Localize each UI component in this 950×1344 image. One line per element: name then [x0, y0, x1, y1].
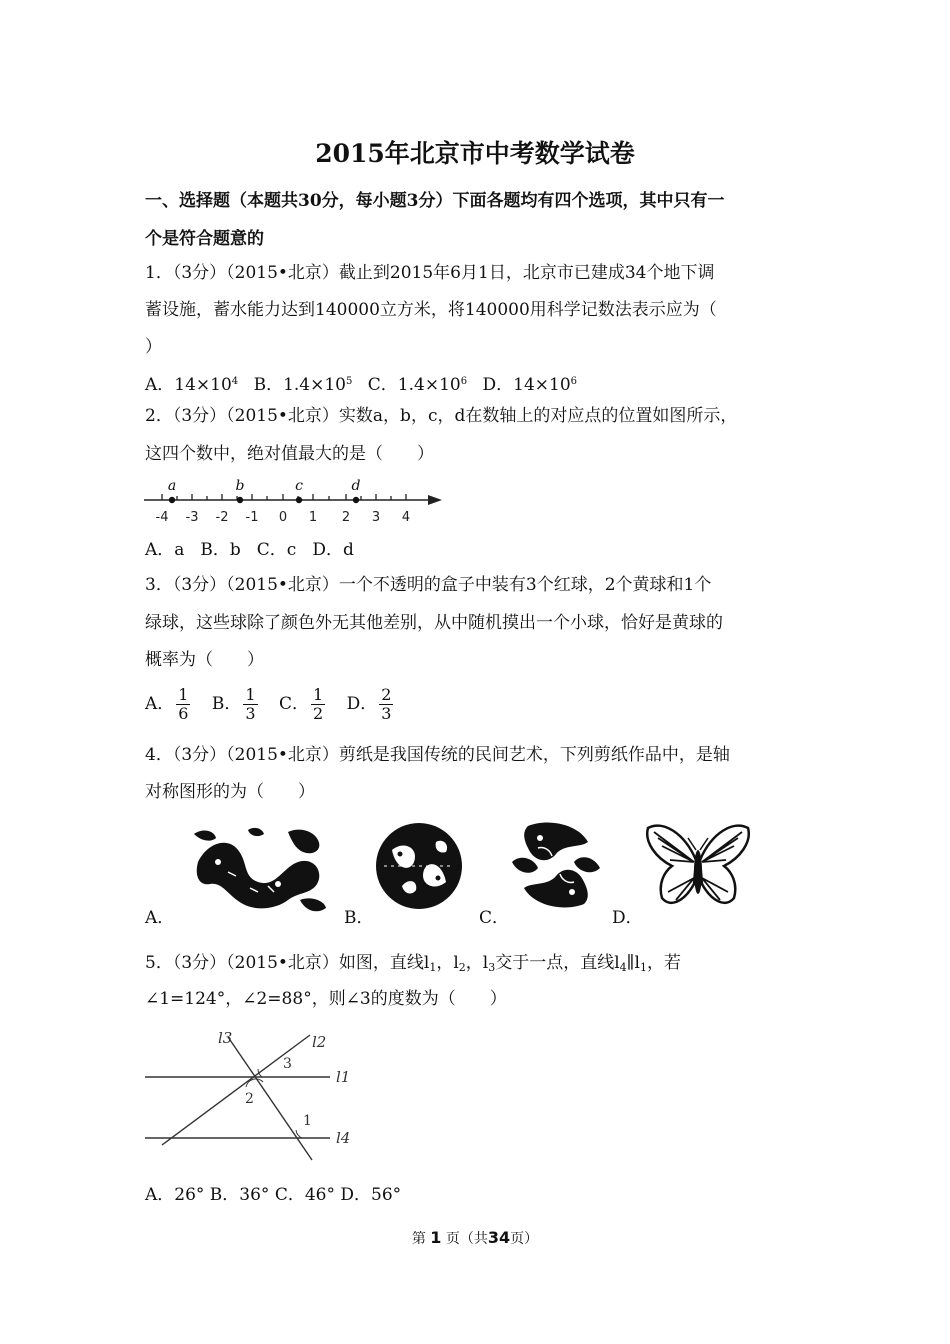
- number-line-figure: [140, 476, 450, 528]
- fish-circle-papercut-image: [374, 820, 464, 912]
- label-l1: l1: [336, 1068, 351, 1086]
- current-page-number: 1: [430, 1228, 442, 1247]
- q3-option-d[interactable]: D． $\frac{2}{3}$: [346, 685, 392, 723]
- number-line-point-label: b: [235, 478, 245, 494]
- q1-options: [145, 372, 587, 395]
- number-line-point-a: [169, 497, 175, 503]
- number-line-tick-label: 4: [401, 510, 411, 525]
- q1-option-d[interactable]: D．$14\times 10^6$: [482, 375, 578, 395]
- line-l2: [162, 1035, 310, 1145]
- q2-option-c[interactable]: C．c: [256, 540, 297, 560]
- page-footer: 第 1 页（共34页）: [411, 1228, 539, 1247]
- angle-1-label: 1: [303, 1113, 312, 1129]
- q1-line3: ）: [145, 337, 162, 357]
- q5-line1: 5．（3分）（2015•北京）如图，直线$l_1$，$l_2$，$l_3$交于一点，直线$l_4\parallel l_1$，若: [145, 953, 681, 974]
- q4-option-d[interactable]: D．: [612, 908, 643, 928]
- q2-option-d[interactable]: D．d: [312, 540, 354, 560]
- q3-option-b[interactable]: B． $\frac{1}{3}$: [211, 685, 256, 723]
- section-heading-line1: 一、选择题（本题共30分，每小题3分）下面各题均有四个选项，其中只有一: [145, 191, 725, 211]
- number-line-tick-label: 1: [308, 510, 318, 525]
- butterfly-papercut-image: [644, 822, 752, 914]
- number-line-point-b: [237, 497, 243, 503]
- number-line-tick-label: -1: [245, 510, 259, 525]
- number-line-tick-label: -4: [155, 510, 169, 525]
- angle-2-label: 2: [245, 1091, 254, 1107]
- q1-line1: 1．（3分）（2015•北京）截止到2015年6月1日，北京市已建成34个地下调: [145, 263, 715, 283]
- angle-3-label: 3: [283, 1056, 292, 1072]
- number-line-point-d: [353, 497, 359, 503]
- q5-options[interactable]: A．26° B．36° C．46° D．56°: [145, 1185, 402, 1205]
- q3-line3: 概率为（ ）: [145, 650, 264, 670]
- section-heading-line2: 个是符合题意的: [145, 229, 264, 249]
- number-line-tick-label: 2: [341, 510, 351, 525]
- label-l4: l4: [336, 1129, 351, 1147]
- number-line-point-label: c: [295, 478, 303, 494]
- q3-options: [145, 686, 395, 723]
- q2-option-b[interactable]: B．b: [200, 540, 241, 560]
- q3-option-a[interactable]: A． $\frac{1}{6}$: [145, 685, 189, 723]
- q5-line2: ∠1=124°，∠2=88°，则∠3的度数为（ ）: [145, 989, 507, 1009]
- number-line-point-c: [296, 497, 302, 503]
- q1-option-b[interactable]: B．$1.4\times 10^5$: [253, 375, 353, 395]
- number-line-tick-label: -3: [185, 510, 199, 525]
- number-line-point-label: a: [167, 478, 177, 494]
- q4-line1: 4．（3分）（2015•北京）剪纸是我国传统的民间艺术，下列剪纸作品中，是轴: [145, 745, 730, 765]
- q1-line2: 蓄设施，蓄水能力达到140000立方米，将140000用科学记数法表示应为（: [145, 300, 717, 320]
- label-l2: l2: [312, 1033, 327, 1051]
- q3-line2: 绿球，这些球除了颜色外无其他差别，从中随机摸出一个小球，恰好是黄球的: [145, 613, 723, 633]
- page-title: 2015年北京市中考数学试卷: [315, 139, 635, 168]
- line-l3: [228, 1037, 312, 1160]
- q4-option-a[interactable]: A．: [145, 908, 175, 928]
- number-line-arrow: [428, 495, 442, 505]
- q1-option-a[interactable]: A．$14\times 10^4$: [145, 375, 239, 395]
- number-line-tick-label: 3: [371, 510, 381, 525]
- label-l3: l3: [218, 1029, 233, 1047]
- number-line-tick-label: -2: [215, 510, 229, 525]
- number-line-tick-label: 0: [278, 510, 288, 525]
- q4-option-c[interactable]: C．: [479, 908, 510, 928]
- q3-line1: 3．（3分）（2015•北京）一个不透明的盒子中装有3个红球，2个黄球和1个: [145, 575, 712, 595]
- q2-options: [145, 540, 354, 560]
- q4-line2: 对称图形的为（ ）: [145, 782, 315, 802]
- q2-line2: 这四个数中，绝对值最大的是（ ）: [145, 444, 434, 464]
- birds-papercut-image: [508, 818, 604, 912]
- q3-option-c[interactable]: C． $\frac{1}{2}$: [278, 685, 324, 723]
- parallel-lines-figure: [140, 1025, 360, 1165]
- q4-option-b[interactable]: B．: [344, 908, 374, 928]
- number-line-point-label: d: [351, 478, 361, 494]
- total-pages: 34: [487, 1228, 511, 1247]
- q2-line1: 2．（3分）（2015•北京）实数a，b，c，d在数轴上的对应点的位置如图所示，: [145, 406, 738, 426]
- q2-option-a[interactable]: A．a: [145, 540, 185, 560]
- q1-option-c[interactable]: C．$1.4\times 10^6$: [367, 375, 468, 395]
- dragon-papercut-image: [188, 822, 333, 918]
